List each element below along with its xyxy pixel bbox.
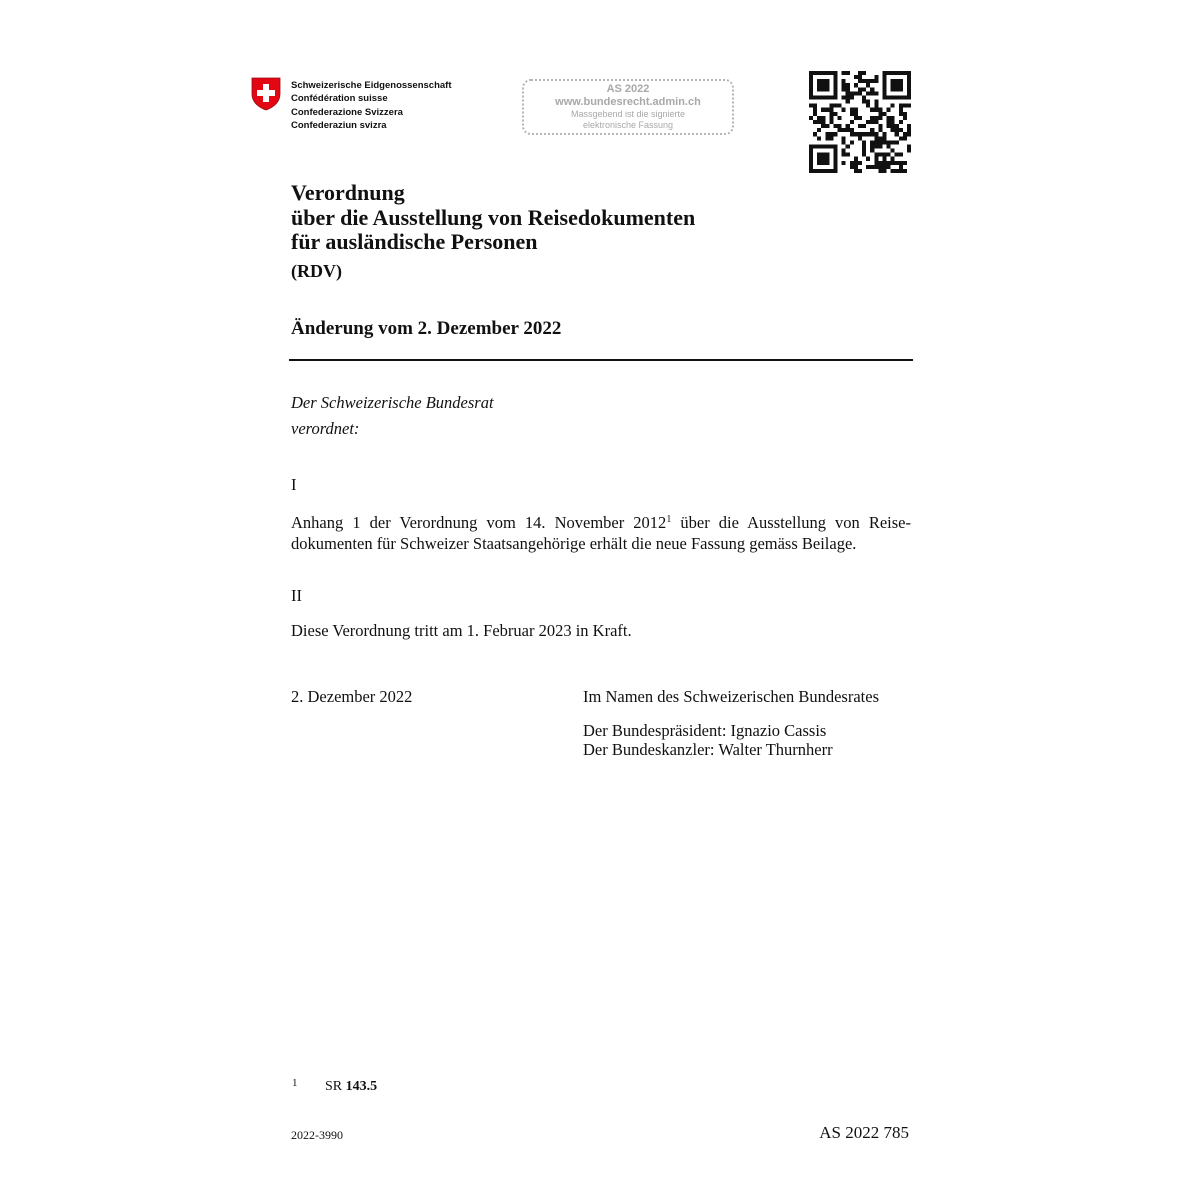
preamble-verb: verordnet: (291, 419, 360, 438)
footnote-prefix: SR (325, 1079, 346, 1094)
stamp-website: www.bundesrecht.admin.ch (555, 96, 701, 108)
stamp-note-2: elektronische Fassung (582, 120, 674, 130)
section-i-text-before: Anhang 1 der Verordnung vom 14. November 2012 (291, 513, 667, 532)
section-heading-i: I (291, 475, 297, 494)
qr-code-icon (809, 71, 911, 173)
confederation-name-fr: Confédération suisse (291, 93, 388, 105)
title-line-2: über die Ausstellung von Reisedokumenten (291, 204, 696, 230)
section-i-text-after: über die Ausstellung von Reisedokumenten für Schweizer Staatsangehörige erhält die neue Fassung gemäss Beilage. (291, 513, 912, 553)
official-compilation-reference: AS 2022 785 (819, 1123, 909, 1142)
swiss-cross-shield-icon (251, 77, 281, 111)
preamble (291, 390, 494, 442)
section-heading-ii: II (291, 586, 302, 605)
footnote-reference[interactable]: 1 (666, 514, 672, 525)
amendment-heading: Änderung vom 2. Dezember 2022 (291, 318, 562, 339)
confederation-name-it: Confederazione Svizzera (291, 106, 403, 118)
title-line-1: Verordnung (291, 180, 405, 205)
stamp-note-1: Massgebend ist die signierte (570, 109, 686, 119)
document-number: 2022-3990 (291, 1128, 343, 1142)
president-signature: Der Bundespräsident: Ignazio Cassis (583, 720, 827, 740)
section-i-text (291, 509, 911, 554)
preamble-authority: Der Schweizerische Bundesrat (291, 393, 494, 412)
title-line-3: für ausländische Personen (291, 229, 538, 254)
confederation-name-de: Schweizerische Eidgenossenschaft (291, 80, 452, 91)
title-abbreviation: (RDV) (291, 261, 342, 281)
chancellor-signature: Der Bundeskanzler: Walter Thurnherr (583, 740, 833, 759)
stamp-as-year: AS 2022 (606, 83, 650, 95)
on-behalf-line: Im Namen des Schweizerischen Bundesrates (583, 687, 879, 706)
document-title (291, 181, 695, 255)
footnote-text (325, 1079, 377, 1095)
section-ii-text: Diese Verordnung tritt am 1. Februar 2023 in Kraft. (291, 621, 632, 640)
publication-stamp (522, 79, 734, 135)
title-divider (289, 359, 913, 361)
signature-block (583, 687, 879, 760)
confederation-name-rm: Confederaziun svizra (291, 119, 387, 131)
footnote-number: 1 (292, 1077, 298, 1089)
signing-date: 2. Dezember 2022 (291, 687, 413, 706)
confederation-names (291, 79, 452, 132)
footnote-sr-number[interactable]: 143.5 (345, 1079, 378, 1094)
